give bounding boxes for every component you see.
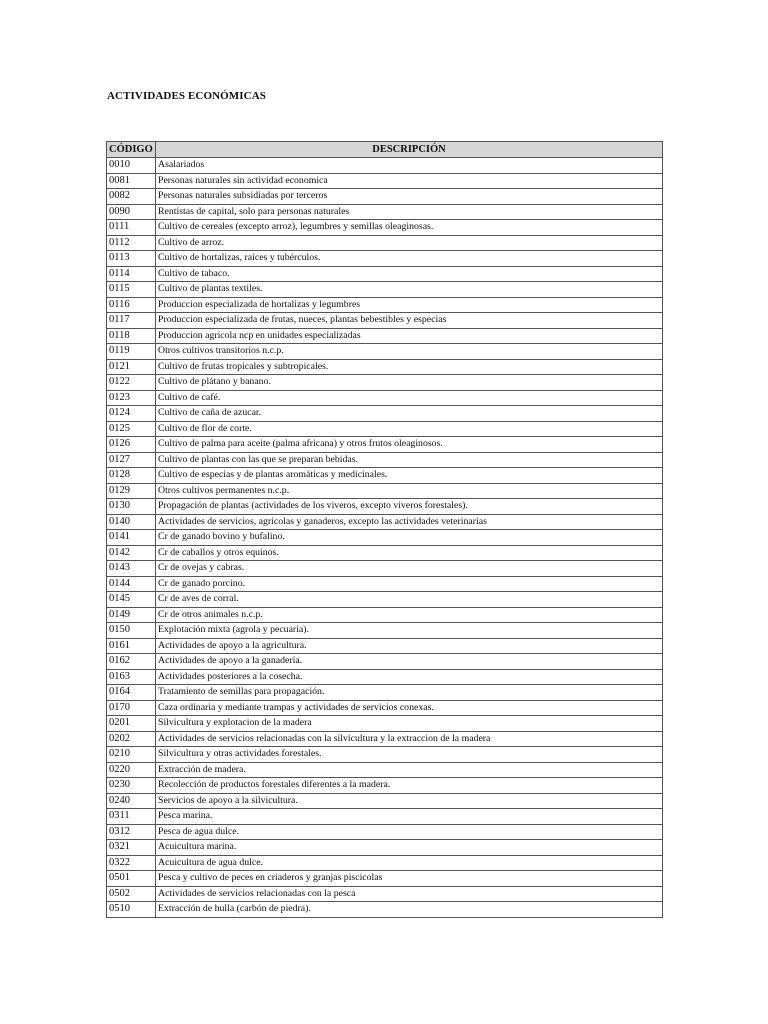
table-row [107,716,663,732]
table-row [107,468,663,484]
description-cell: Personas naturales sin actividad economica [156,173,663,189]
code-cell: 0163 [107,669,156,685]
description-cell: Produccion agricola ncp en unidades especializadas [156,328,663,344]
table-row [107,437,663,453]
description-cell: Cultivo de arroz. [156,235,663,251]
table-row [107,375,663,391]
table-row [107,313,663,329]
description-cell: Cr de ganado porcino. [156,576,663,592]
description-cell: Actividades de apoyo a la agricultura. [156,638,663,654]
table-header-row [107,142,663,158]
code-cell: 0162 [107,654,156,670]
code-cell: 0170 [107,700,156,716]
code-cell: 0118 [107,328,156,344]
table-row [107,406,663,422]
code-cell: 0115 [107,282,156,298]
table-row [107,173,663,189]
description-cell: Acuicultura marina. [156,840,663,856]
description-cell: Explotación mixta (agrola y pecuaria). [156,623,663,639]
code-cell: 0128 [107,468,156,484]
table-row [107,421,663,437]
table-row [107,700,663,716]
description-cell: Otros cultivos permanentes n.c.p. [156,483,663,499]
code-cell: 0201 [107,716,156,732]
description-cell: Cultivo de plantas con las que se preparan bebidas. [156,452,663,468]
code-cell: 0119 [107,344,156,360]
description-cell: Cultivo de café. [156,390,663,406]
description-cell: Cr de caballos y otros equinos. [156,545,663,561]
description-cell: Servicios de apoyo a la silvicultura. [156,793,663,809]
header-code: CÓDIGO [107,142,156,158]
description-cell: Cultivo de palma para aceite (palma africana) y otros frutos oleaginosos. [156,437,663,453]
code-cell: 0124 [107,406,156,422]
description-cell: Asalariados [156,158,663,174]
description-cell: Cultivo de tabaco. [156,266,663,282]
table-row [107,251,663,267]
description-cell: Cultivo de especias y de plantas aromáticas y medicinales. [156,468,663,484]
code-cell: 0312 [107,824,156,840]
description-cell: Cultivo de hortalizas, raíces y tubérculos. [156,251,663,267]
description-cell: Cultivo de plantas textiles. [156,282,663,298]
description-cell: Actividades posteriores a la cosecha. [156,669,663,685]
table-row [107,390,663,406]
table-row [107,824,663,840]
table-row [107,623,663,639]
description-cell: Cultivo de plátano y banano. [156,375,663,391]
document-title: ACTIVIDADES ECONÓMICAS [107,90,266,102]
description-cell: Cultivo de frutas tropicales y subtropicales. [156,359,663,375]
code-cell: 0150 [107,623,156,639]
table-row [107,778,663,794]
table-row [107,220,663,236]
code-cell: 0141 [107,530,156,546]
table-row [107,638,663,654]
code-cell: 0010 [107,158,156,174]
description-cell: Actividades de apoyo a la ganadería. [156,654,663,670]
description-cell: Cr de aves de corral. [156,592,663,608]
code-cell: 0142 [107,545,156,561]
code-cell: 0112 [107,235,156,251]
description-cell: Pesca y cultivo de peces en criaderos y granjas piscicolas [156,871,663,887]
table-row [107,809,663,825]
description-cell: Rentistas de capital, solo para personas naturales [156,204,663,220]
code-cell: 0090 [107,204,156,220]
table-row [107,328,663,344]
code-cell: 0117 [107,313,156,329]
header-description: DESCRIPCIÓN [156,142,663,158]
code-cell: 0311 [107,809,156,825]
description-cell: Caza ordinaria y mediante trampas y actividades de servicios conexas. [156,700,663,716]
table-row [107,499,663,515]
code-cell: 0111 [107,220,156,236]
code-cell: 0130 [107,499,156,515]
table-row [107,483,663,499]
table-row [107,685,663,701]
description-cell: Personas naturales subsidiadas por terceros [156,189,663,205]
table-row [107,297,663,313]
description-cell: Cultivo de caña de azucar. [156,406,663,422]
description-cell: Silvicultura y otras actividades forestales. [156,747,663,763]
table-row [107,747,663,763]
table-row [107,654,663,670]
description-cell: Extracción de hulla (carbón de piedra). [156,902,663,918]
table-body [107,158,663,918]
table-row [107,762,663,778]
code-cell: 0116 [107,297,156,313]
table-row [107,731,663,747]
activities-table [106,141,663,918]
code-cell: 0240 [107,793,156,809]
code-cell: 0202 [107,731,156,747]
table-row [107,576,663,592]
code-cell: 0125 [107,421,156,437]
table-row [107,189,663,205]
table-row [107,530,663,546]
table-row [107,669,663,685]
code-cell: 0143 [107,561,156,577]
description-cell: Cr de ovejas y cabras. [156,561,663,577]
table-row [107,452,663,468]
code-cell: 0145 [107,592,156,608]
description-cell: Cultivo de cereales (excepto arroz), legumbres y semillas oleaginosas. [156,220,663,236]
description-cell: Actividades de servicios, agricolas y ganaderos, excepto las actividades veterinarias [156,514,663,530]
code-cell: 0164 [107,685,156,701]
table-row [107,235,663,251]
description-cell: Pesca de agua dulce. [156,824,663,840]
description-cell: Cultivo de flor de corte. [156,421,663,437]
description-cell: Cr de otros animales n.c.p. [156,607,663,623]
code-cell: 0220 [107,762,156,778]
description-cell: Recolección de productos forestales diferentes a la madera. [156,778,663,794]
code-cell: 0230 [107,778,156,794]
description-cell: Produccion especializada de frutas, nueces, plantas bebestibles y especias [156,313,663,329]
code-cell: 0322 [107,855,156,871]
table-row [107,344,663,360]
description-cell: Pesca marina. [156,809,663,825]
code-cell: 0161 [107,638,156,654]
table-row [107,592,663,608]
code-cell: 0113 [107,251,156,267]
code-cell: 0081 [107,173,156,189]
description-cell: Tratamiento de semillas para propagación. [156,685,663,701]
code-cell: 0140 [107,514,156,530]
code-cell: 0129 [107,483,156,499]
code-cell: 0082 [107,189,156,205]
table-row [107,282,663,298]
code-cell: 0502 [107,886,156,902]
table-row [107,871,663,887]
table-row [107,793,663,809]
code-cell: 0501 [107,871,156,887]
description-cell: Produccion especializada de hortalizas y legumbres [156,297,663,313]
table-row [107,514,663,530]
code-cell: 0321 [107,840,156,856]
table-row [107,855,663,871]
code-cell: 0149 [107,607,156,623]
description-cell: Cr de ganado bovino y bufalino. [156,530,663,546]
table-row [107,607,663,623]
table-row [107,902,663,918]
code-cell: 0510 [107,902,156,918]
code-cell: 0121 [107,359,156,375]
table-row [107,266,663,282]
code-cell: 0210 [107,747,156,763]
code-cell: 0123 [107,390,156,406]
code-cell: 0114 [107,266,156,282]
description-cell: Actividades de servicios relacionadas con la pesca [156,886,663,902]
description-cell: Propagación de plantas (actividades de los viveros, excepto viveros forestales). [156,499,663,515]
description-cell: Acuicultura de agua dulce. [156,855,663,871]
description-cell: Silvicultura y explotacion de la madera [156,716,663,732]
table-row [107,561,663,577]
code-cell: 0126 [107,437,156,453]
table-row [107,204,663,220]
table-row [107,545,663,561]
code-cell: 0127 [107,452,156,468]
description-cell: Actividades de servicios relacionadas con la silvicultura y la extraccion de la madera [156,731,663,747]
table-row [107,840,663,856]
table-row [107,158,663,174]
code-cell: 0122 [107,375,156,391]
table-row [107,359,663,375]
description-cell: Otros cultivos transitorios n.c.p. [156,344,663,360]
table-row [107,886,663,902]
description-cell: Extracción de madera. [156,762,663,778]
code-cell: 0144 [107,576,156,592]
